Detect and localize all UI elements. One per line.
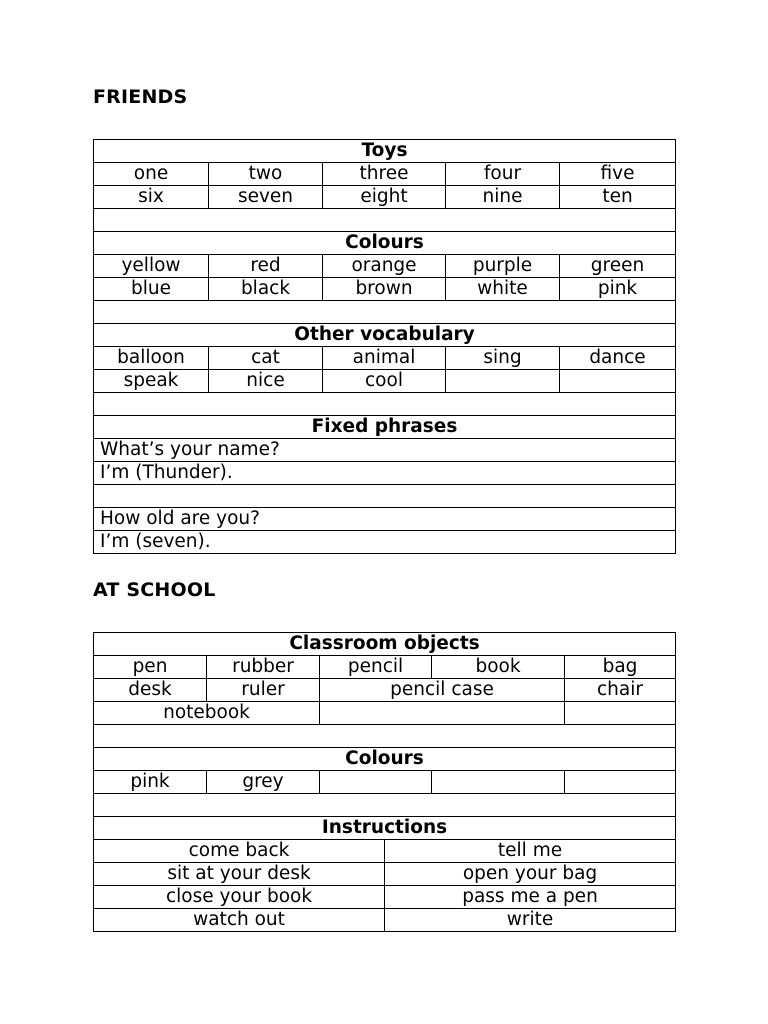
phrase-row: I’m (seven). — [94, 531, 676, 554]
empty-row — [94, 301, 676, 324]
school-table — [93, 632, 676, 932]
empty-row — [94, 725, 676, 748]
table-cell: blue — [94, 278, 209, 301]
table-cell: speak — [94, 370, 209, 393]
phrase-row: I’m (Thunder). — [94, 462, 676, 485]
fixed-phrases-title: Fixed phrases — [94, 416, 676, 439]
table-cell: pink — [560, 278, 676, 301]
table-cell: seven — [209, 186, 323, 209]
table-row — [94, 370, 676, 393]
classroom-objects-title: Classroom objects — [94, 633, 676, 656]
table-cell: cool — [323, 370, 446, 393]
table-row — [94, 255, 676, 278]
table-cell: notebook — [94, 702, 320, 725]
instructions-title: Instructions — [94, 817, 676, 840]
table-cell: brown — [323, 278, 446, 301]
table-cell: desk — [94, 679, 207, 702]
table-row — [94, 886, 676, 909]
table-cell: ten — [560, 186, 676, 209]
table-cell: grey — [207, 771, 320, 794]
colours-title: Colours — [94, 232, 676, 255]
friends-table — [93, 139, 676, 554]
table-row — [94, 186, 676, 209]
table-cell: balloon — [94, 347, 209, 370]
table-row — [94, 656, 676, 679]
table-cell: animal — [323, 347, 446, 370]
table-cell: tell me — [385, 840, 676, 863]
table-cell: pen — [94, 656, 207, 679]
table-cell: yellow — [94, 255, 209, 278]
table-cell: chair — [565, 679, 676, 702]
table-cell: green — [560, 255, 676, 278]
table-cell: nine — [446, 186, 560, 209]
phrase-row: What’s your name? — [94, 439, 676, 462]
school-colours-title: Colours — [94, 748, 676, 771]
table-cell — [560, 370, 676, 393]
table-cell: book — [432, 656, 565, 679]
phrase-row — [94, 485, 676, 508]
table-row — [94, 702, 676, 725]
table-cell: white — [446, 278, 560, 301]
table-row — [94, 163, 676, 186]
table-cell: ruler — [207, 679, 320, 702]
table-row — [94, 347, 676, 370]
table-cell: pencil case — [320, 679, 565, 702]
table-cell: close your book — [94, 886, 385, 909]
table-cell: write — [385, 909, 676, 932]
table-cell: dance — [560, 347, 676, 370]
table-cell — [565, 771, 676, 794]
table-cell: bag — [565, 656, 676, 679]
table-cell: orange — [323, 255, 446, 278]
table-cell: black — [209, 278, 323, 301]
table-cell: purple — [446, 255, 560, 278]
table-cell: pencil — [320, 656, 432, 679]
table-cell: five — [560, 163, 676, 186]
table-row — [94, 278, 676, 301]
table-cell: three — [323, 163, 446, 186]
table-cell: come back — [94, 840, 385, 863]
table-row — [94, 840, 676, 863]
table-cell — [320, 771, 432, 794]
at-school-heading: AT SCHOOL — [93, 579, 216, 601]
table-cell: rubber — [207, 656, 320, 679]
table-cell: pink — [94, 771, 207, 794]
table-cell — [565, 702, 676, 725]
table-cell: six — [94, 186, 209, 209]
table-cell — [320, 702, 565, 725]
table-cell: nice — [209, 370, 323, 393]
phrase-row: How old are you? — [94, 508, 676, 531]
table-cell: sing — [446, 347, 560, 370]
table-cell: four — [446, 163, 560, 186]
table-cell: red — [209, 255, 323, 278]
table-row — [94, 909, 676, 932]
table-cell: two — [209, 163, 323, 186]
table-cell: pass me a pen — [385, 886, 676, 909]
empty-row — [94, 393, 676, 416]
empty-row — [94, 794, 676, 817]
table-cell: watch out — [94, 909, 385, 932]
table-cell: cat — [209, 347, 323, 370]
table-cell: eight — [323, 186, 446, 209]
table-cell: open your bag — [385, 863, 676, 886]
toys-title: Toys — [94, 140, 676, 163]
table-cell: sit at your desk — [94, 863, 385, 886]
table-row — [94, 863, 676, 886]
table-row — [94, 679, 676, 702]
other-vocabulary-title: Other vocabulary — [94, 324, 676, 347]
table-cell: one — [94, 163, 209, 186]
table-cell — [432, 771, 565, 794]
table-row — [94, 771, 676, 794]
friends-heading: FRIENDS — [93, 86, 188, 108]
empty-row — [94, 209, 676, 232]
table-cell — [446, 370, 560, 393]
